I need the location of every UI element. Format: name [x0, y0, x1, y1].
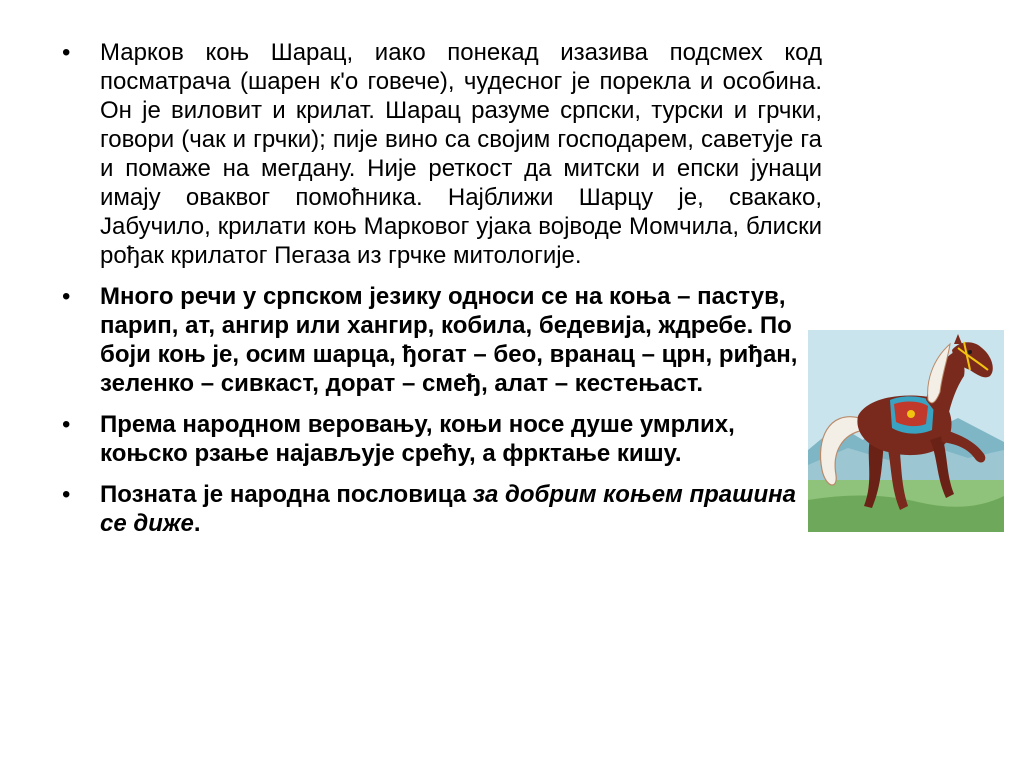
horse-illustration	[808, 330, 1004, 532]
bullet-proverb	[58, 480, 820, 538]
bullet-list	[58, 38, 908, 550]
bullet-horse-words	[58, 282, 840, 398]
bullet-proverb-suffix: .	[193, 510, 201, 537]
horse-eye	[968, 350, 972, 354]
horse-image	[808, 330, 1004, 532]
bullet-sharac-text: Марков коњ Шарац, иако понекад изазива подсмех код посматрача (шарен к'о говече), чудесног је порекла и особина. Он је виловит и крилат. Шарац разуме српски, турски и грчки, говори (чак и грчки); пије вино са својим господарем, саветује га и помаже на мегдану. Није реткост да митски и епски јунаци имају оваквог помоћника. Најближи Шарцу је, свакако, Јабучило, крилати коњ Марковог ујака војводе Момчила, блиски рођак крилатог Пегаза из грчке митологије.	[100, 39, 822, 269]
saddle-ornament	[907, 410, 915, 418]
bullet-proverb-italic: за добрим коњем прашина се диже	[100, 481, 796, 537]
bullet-folk-belief	[58, 410, 820, 468]
bullet-horse-words-text: Много речи у српском језику односи се на коња – пастув, парип, ат, ангир или хангир, кобила, бедевија, ждребе. По боји коњ је, осим шарца, ђогат – бео, вранац – црн, риђан, зеленко – сивкаст, дорат – смеђ, алат – кестењаст.	[100, 283, 798, 397]
bullet-proverb-prefix: Позната је народна пословица	[100, 481, 473, 508]
bullet-folk-belief-text: Према народном веровању, коњи носе душе умрлих, коњско рзање најављује срећу, а фрктање кишу.	[100, 411, 735, 467]
bullet-sharac	[58, 38, 822, 270]
